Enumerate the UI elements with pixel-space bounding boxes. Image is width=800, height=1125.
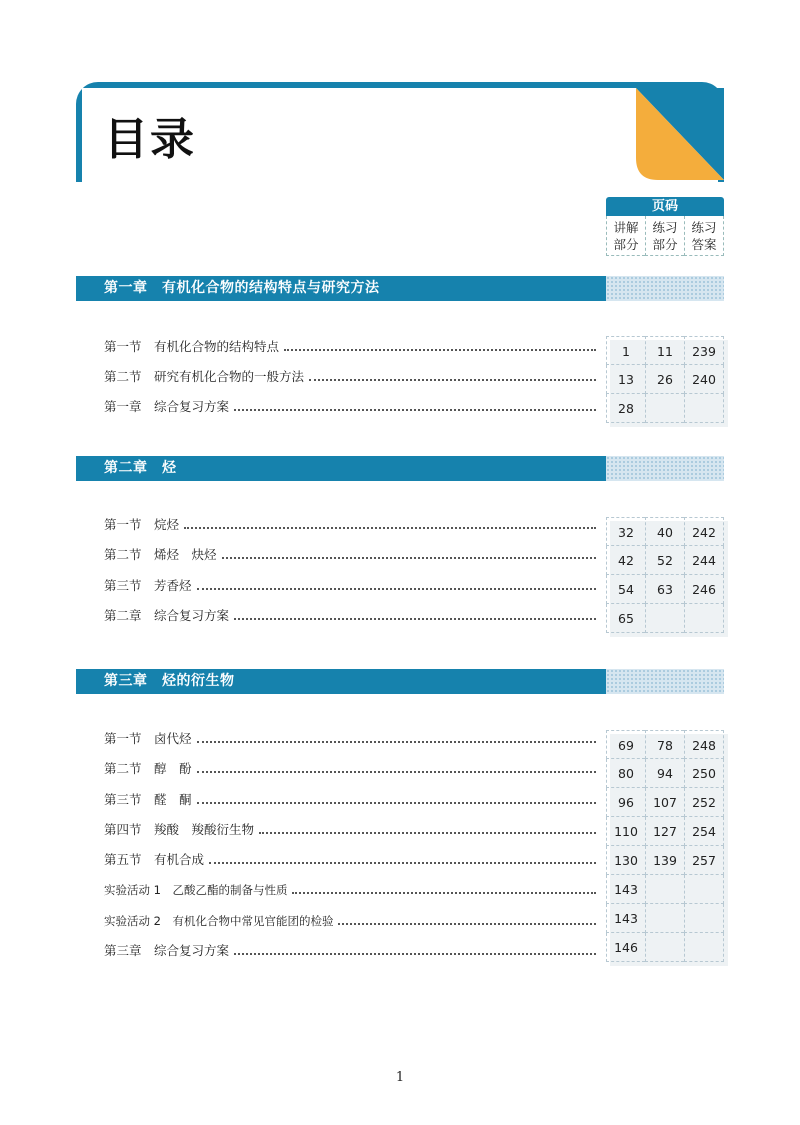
- page-answer[interactable]: 246: [684, 575, 724, 604]
- grid-row: [606, 875, 724, 904]
- page-exercise[interactable]: 78: [645, 730, 684, 759]
- leader-dots: [292, 883, 596, 894]
- page-exercise: [645, 394, 684, 423]
- page-answer: [684, 933, 724, 962]
- column-header-line: 部分: [652, 237, 678, 252]
- page-lecture[interactable]: 1: [606, 336, 645, 365]
- toc-entry-label: 实验活动 1 乙酸乙酯的制备与性质: [104, 883, 288, 897]
- leader-dots: [197, 762, 596, 773]
- page-exercise[interactable]: 11: [645, 336, 684, 365]
- page-lecture[interactable]: 146: [606, 933, 645, 962]
- grid-row: [606, 336, 724, 365]
- toc-entry-label: 第二节 研究有机化合物的一般方法: [104, 369, 305, 384]
- toc-entry[interactable]: [104, 759, 600, 779]
- page-title: 目录: [104, 114, 196, 165]
- page-answer[interactable]: 248: [684, 730, 724, 759]
- page-code-header: [606, 197, 724, 257]
- page-exercise: [645, 904, 684, 933]
- page-code-title: 页码: [606, 197, 724, 216]
- page-exercise: [645, 933, 684, 962]
- leader-dots: [222, 548, 596, 559]
- leader-dots: [197, 793, 596, 804]
- page-lecture[interactable]: 80: [606, 759, 645, 788]
- page-exercise[interactable]: 40: [645, 517, 684, 546]
- page-answer[interactable]: 239: [684, 336, 724, 365]
- toc-entry[interactable]: [104, 515, 600, 535]
- toc-entry-label: 第三节 芳香烃: [104, 578, 192, 593]
- leader-dots: [184, 518, 596, 529]
- grid-row: [606, 759, 724, 788]
- page-exercise[interactable]: 127: [645, 817, 684, 846]
- column-header-lecture: [606, 216, 645, 256]
- toc-entry[interactable]: [104, 941, 600, 961]
- page-answer[interactable]: 252: [684, 788, 724, 817]
- leader-dots: [338, 914, 596, 925]
- page-answer: [684, 394, 724, 423]
- page-exercise[interactable]: 139: [645, 846, 684, 875]
- page-answer[interactable]: 254: [684, 817, 724, 846]
- chapter-bar-dots: [606, 276, 724, 301]
- page-number: 1: [395, 1070, 405, 1085]
- page-answer[interactable]: 257: [684, 846, 724, 875]
- leader-dots: [284, 340, 596, 351]
- leader-dots: [259, 823, 596, 834]
- toc-entry-label: 第五节 有机合成: [104, 852, 205, 867]
- leader-dots: [234, 944, 596, 955]
- grid-row: [606, 730, 724, 759]
- page-answer[interactable]: 242: [684, 517, 724, 546]
- column-header-line: 部分: [613, 237, 639, 252]
- chapter-title[interactable]: 第三章 烃的衍生物: [104, 673, 235, 689]
- grid-row: [606, 365, 724, 394]
- page-answer: [684, 904, 724, 933]
- toc-entry[interactable]: [104, 337, 600, 357]
- leader-dots: [234, 609, 596, 620]
- grid-row: [606, 546, 724, 575]
- grid-row: [606, 604, 724, 633]
- page-lecture[interactable]: 54: [606, 575, 645, 604]
- chapter-title[interactable]: 第二章 烃: [104, 460, 177, 476]
- page-exercise[interactable]: 52: [645, 546, 684, 575]
- grid-row: [606, 817, 724, 846]
- leader-dots: [197, 579, 596, 590]
- toc-entry-label: 实验活动 2 有机化合物中常见官能团的检验: [104, 914, 334, 928]
- page-exercise[interactable]: 26: [645, 365, 684, 394]
- page-grid: [606, 730, 724, 962]
- toc-entry[interactable]: [104, 850, 600, 870]
- page-exercise: [645, 875, 684, 904]
- toc-entry-label: 第一章 综合复习方案: [104, 399, 230, 414]
- page-lecture[interactable]: 69: [606, 730, 645, 759]
- leader-dots: [197, 732, 596, 743]
- page-lecture[interactable]: 110: [606, 817, 645, 846]
- grid-row: [606, 788, 724, 817]
- toc-entry[interactable]: [104, 880, 600, 900]
- chapter-title[interactable]: 第一章 有机化合物的结构特点与研究方法: [104, 280, 380, 296]
- toc-entry[interactable]: [104, 367, 600, 387]
- page-answer[interactable]: 250: [684, 759, 724, 788]
- column-header-line: 讲解: [613, 220, 639, 235]
- grid-row: [606, 846, 724, 875]
- page-lecture[interactable]: 32: [606, 517, 645, 546]
- column-header-exercise: [645, 216, 684, 256]
- toc-entry-label: 第一节 卤代烃: [104, 731, 192, 746]
- column-header-line: 答案: [691, 237, 717, 252]
- toc-entry[interactable]: [104, 576, 600, 596]
- page-lecture[interactable]: 143: [606, 875, 645, 904]
- toc-entry[interactable]: [104, 545, 600, 565]
- leader-dots: [209, 853, 596, 864]
- column-header-line: 练习: [652, 220, 678, 235]
- leader-dots: [309, 370, 596, 381]
- page-exercise[interactable]: 94: [645, 759, 684, 788]
- toc-entry-label: 第一节 烷烃: [104, 517, 180, 532]
- toc-entry[interactable]: [104, 790, 600, 810]
- toc-entry-label: 第四节 羧酸 羧酸衍生物: [104, 822, 255, 837]
- toc-entry[interactable]: [104, 729, 600, 749]
- toc-entry-label: 第三章 综合复习方案: [104, 943, 230, 958]
- toc-entry[interactable]: [104, 820, 600, 840]
- toc-entry-label: 第二章 综合复习方案: [104, 608, 230, 623]
- chapter-bar-dots: [606, 456, 724, 481]
- toc-entry[interactable]: [104, 606, 600, 626]
- column-header-line: 练习: [691, 220, 717, 235]
- leader-dots: [234, 400, 596, 411]
- page-lecture[interactable]: 65: [606, 604, 645, 633]
- page-answer: [684, 604, 724, 633]
- page-exercise[interactable]: 63: [645, 575, 684, 604]
- page-answer[interactable]: 240: [684, 365, 724, 394]
- page-lecture[interactable]: 143: [606, 904, 645, 933]
- grid-row: [606, 904, 724, 933]
- page-lecture[interactable]: 96: [606, 788, 645, 817]
- page-answer[interactable]: 244: [684, 546, 724, 575]
- toc-entry[interactable]: [104, 397, 600, 417]
- header-corner-decoration: [636, 88, 724, 180]
- page-answer: [684, 875, 724, 904]
- page-exercise: [645, 604, 684, 633]
- toc-entry[interactable]: [104, 911, 600, 931]
- toc-entry-label: 第一节 有机化合物的结构特点: [104, 339, 280, 354]
- page-lecture[interactable]: 13: [606, 365, 645, 394]
- toc-entry-label: 第三节 醛 酮: [104, 792, 192, 807]
- page-lecture[interactable]: 28: [606, 394, 645, 423]
- chapter-bar-dots: [606, 669, 724, 694]
- toc-entry-label: 第二节 醇 酚: [104, 761, 192, 776]
- grid-row: [606, 575, 724, 604]
- page-lecture[interactable]: 130: [606, 846, 645, 875]
- page-grid: [606, 517, 724, 633]
- page-lecture[interactable]: 42: [606, 546, 645, 575]
- grid-row: [606, 517, 724, 546]
- page-exercise[interactable]: 107: [645, 788, 684, 817]
- page-grid: [606, 336, 724, 423]
- grid-row: [606, 394, 724, 423]
- toc-entry-label: 第二节 烯烃 炔烃: [104, 547, 217, 562]
- grid-row: [606, 933, 724, 962]
- column-header-answers: [684, 216, 724, 256]
